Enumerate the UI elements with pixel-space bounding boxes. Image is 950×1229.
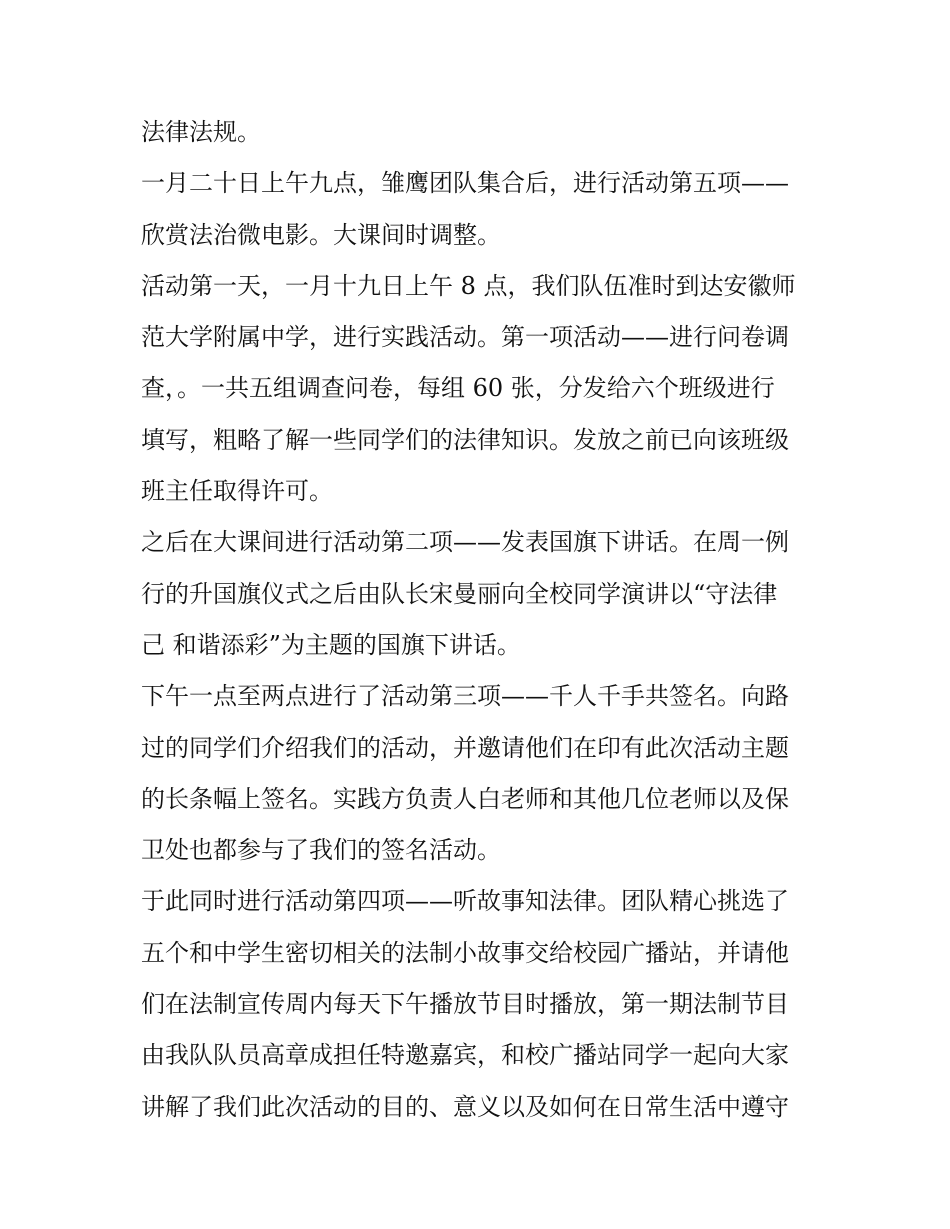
text-line-3: 欣赏法治微电影。大课间时调整。 <box>141 220 501 249</box>
text-line-10: 行的升国旗仪式之后由队长宋曼丽向全校同学演讲以“守法律 <box>141 579 778 608</box>
text-line-19: 由我队队员高章成担任特邀嘉宾，和校广播站同学一起向大家 <box>141 1041 789 1070</box>
text-line-8: 班主任取得许可。 <box>141 477 333 506</box>
text-line-16: 于此同时进行活动第四项——听故事知法律。团队精心挑选了 <box>141 887 789 916</box>
document-body <box>141 107 813 1133</box>
text-line-1: 法律法规。 <box>141 118 261 146</box>
text-line-15: 卫处也都参与了我们的签名活动。 <box>141 836 501 865</box>
text-line-18: 们在法制宣传周内每天下午播放节目时播放，第一期法制节目 <box>141 990 789 1019</box>
text-line-12: 下午一点至两点进行了活动第三项——千人千手共签名。向路 <box>141 682 789 711</box>
text-line-11: 己 和谐添彩”为主题的国旗下讲话。 <box>141 630 521 659</box>
text-line-4: 活动第一天，一月十九日上午 8 点，我们队伍准时到达安徽师 <box>141 271 796 300</box>
text-line-7: 填写，粗略了解一些同学们的法律知识。发放之前已向该班级 <box>141 425 789 454</box>
text-line-17: 五个和中学生密切相关的法制小故事交给校园广播站，并请他 <box>141 938 789 967</box>
text-line-14: 的长条幅上签名。实践方负责人白老师和其他几位老师以及保 <box>141 784 789 813</box>
text-line-13: 过的同学们介绍我们的活动，并邀请他们在印有此次活动主题 <box>141 733 789 762</box>
text-line-5: 范大学附属中学，进行实践活动。第一项活动——进行问卷调 <box>141 323 789 352</box>
text-line-6: 查，。一共五组调查问卷，每组 60 张，分发给六个班级进行 <box>141 374 775 403</box>
text-line-2: 一月二十日上午九点，雏鹰团队集合后，进行活动第五项—— <box>141 169 789 198</box>
text-line-20: 讲解了我们此次活动的目的、意义以及如何在日常生活中遵守 <box>141 1092 789 1121</box>
text-line-9: 之后在大课间进行活动第二项——发表国旗下讲话。在周一例 <box>141 528 789 557</box>
